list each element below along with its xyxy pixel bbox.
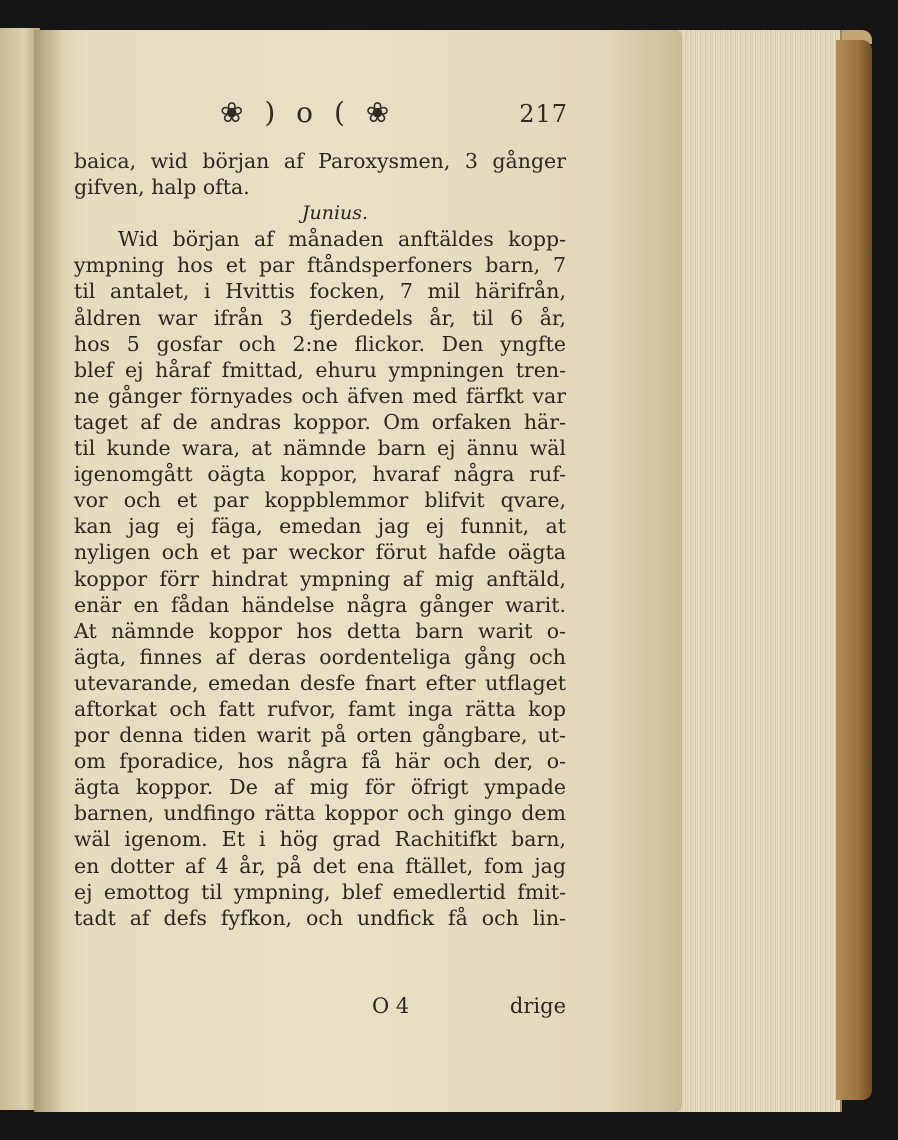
text-line: ej emottog til ympning, blef emedlertid fmit- — [74, 879, 566, 904]
page-number: 217 — [519, 100, 568, 128]
text-line: ägta koppor. De af mig för öfrigt ympade — [74, 775, 566, 800]
text-line: ne gånger förnyades och äfven med färfkt var — [74, 383, 566, 408]
text-line: en dotter af 4 år, på det ena ftället, fom jag — [74, 853, 566, 878]
book-cover-spine — [836, 40, 872, 1100]
text-line: baica, wid början af Paroxysmen, 3 gånger — [74, 149, 566, 173]
text-line: til antalet, i Hvittis focken, 7 mil härifrån, — [74, 279, 566, 304]
text-line: tadt af defs fyfkon, och undfick få och lin- — [74, 905, 566, 930]
page-header — [220, 94, 568, 134]
text-line: vor och et par koppblemmor blifvit qvare, — [74, 488, 566, 513]
page-block-edge — [676, 30, 842, 1112]
section-heading: Junius. — [301, 202, 369, 225]
text-line: om fporadice, hos några få här och der, o- — [74, 749, 566, 774]
body-text — [74, 148, 566, 931]
text-line: blef ej håraf fmittad, ehuru ympningen tren- — [74, 357, 566, 382]
running-head: ❀ ) o ( ❀ — [220, 96, 396, 129]
text-line: barnen, undfingo rätta koppor och gingo dem — [74, 801, 566, 826]
catchword: drige — [509, 994, 566, 1018]
text-line: nyligen och et par weckor förut hafde oägta — [74, 540, 566, 565]
text-line: enär en fådan händelse några gånger warit. — [74, 592, 566, 617]
text-line: gifven, halp ofta. — [74, 175, 250, 200]
text-line: åldren war ifrån 3 fjerdedels år, til 6 år, — [74, 305, 566, 330]
text-line: kan jag ej fäga, emedan jag ej funnit, at — [74, 514, 566, 539]
text-line: hos 5 gosfar och 2:ne flickor. Den yngfte — [74, 331, 566, 356]
text-line: utevarande, emedan desfe fnart efter utflaget — [74, 670, 566, 695]
text-line: wäl igenom. Et i hög grad Rachitifkt barn, — [74, 827, 566, 852]
text-line: At nämnde koppor hos detta barn warit o- — [74, 618, 566, 643]
text-line: igenomgått oägta koppor, hvaraf några ruf- — [74, 462, 566, 487]
page-footer — [74, 994, 566, 1022]
signature-mark: O 4 — [372, 994, 410, 1018]
text-line: til kunde wara, at nämnde barn ej ännu wäl — [74, 436, 566, 461]
text-line: koppor förr hindrat ympning af mig anftäld, — [74, 566, 566, 591]
text-line: ympning hos et par ftåndsperfoners barn, 7 — [74, 253, 566, 278]
text-line: aftorkat och fatt rufvor, famt inga rätta kop — [74, 696, 566, 721]
text-line: taget af de andras koppor. Om orfaken här- — [74, 409, 566, 434]
text-line: ägta, finnes af deras oordenteliga gång och — [74, 644, 566, 669]
text-line: Wid början af månaden anftäldes kopp- — [118, 227, 566, 252]
gutter-shadow — [34, 30, 64, 1112]
text-line: por denna tiden warit på orten gångbare, ut- — [74, 723, 566, 748]
